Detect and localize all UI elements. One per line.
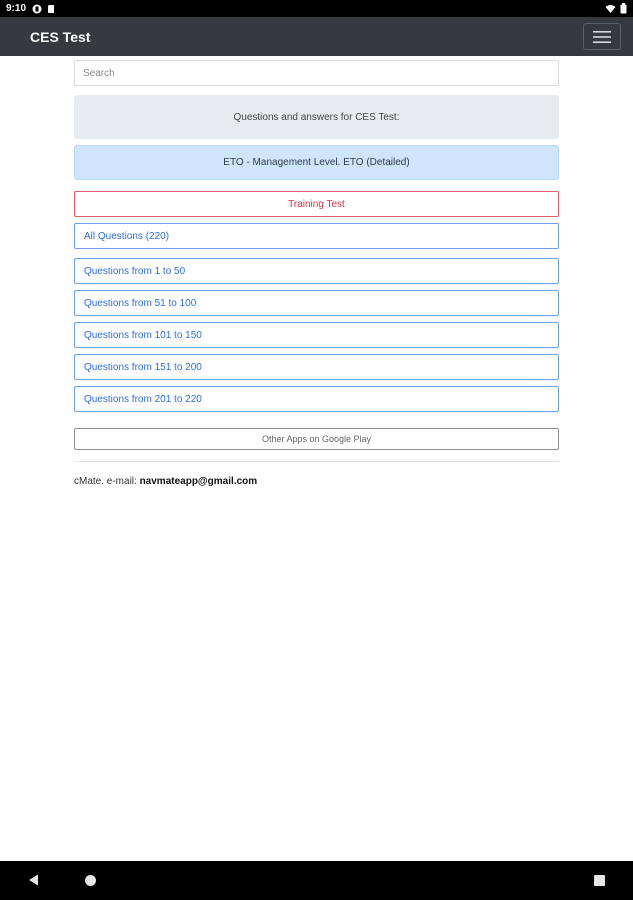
questions-51-100-button[interactable] — [74, 290, 559, 316]
training-test-button[interactable] — [74, 191, 559, 217]
question-range-list — [74, 258, 559, 412]
status-time: 9:10 — [6, 3, 27, 14]
other-apps-label: Other Apps on Google Play — [261, 434, 372, 444]
level-banner — [74, 145, 559, 180]
home-icon[interactable] — [85, 875, 96, 886]
questions-1-50-button[interactable] — [74, 258, 559, 284]
footer-prefix: cMate. e-mail: — [74, 476, 140, 487]
notification-app-icon — [32, 4, 42, 14]
level-banner-text: ETO - Management Level. ETO (Detailed) — [223, 157, 410, 168]
question-range-label: Questions from 201 to 220 — [84, 393, 202, 405]
battery-icon — [620, 3, 627, 14]
contact-email-link[interactable]: navmateapp@gmail.com — [139, 476, 258, 487]
questions-header-text: Questions and answers for CES Test: — [233, 111, 400, 123]
search-input[interactable] — [74, 60, 559, 86]
questions-header — [74, 95, 559, 139]
all-questions-label: All Questions (220) — [84, 230, 170, 242]
questions-101-150-button[interactable] — [74, 322, 559, 348]
questions-201-220-button[interactable] — [74, 386, 559, 412]
hamburger-icon — [593, 30, 611, 44]
menu-button[interactable] — [583, 23, 621, 50]
status-indicators — [605, 3, 627, 14]
main-content — [74, 60, 559, 487]
divider — [74, 461, 559, 462]
other-apps-button[interactable] — [74, 428, 559, 450]
training-test-label: Training Test — [288, 198, 345, 210]
question-range-label: Questions from 1 to 50 — [84, 265, 186, 277]
system-nav-bar — [0, 861, 633, 900]
question-range-label: Questions from 151 to 200 — [84, 361, 202, 373]
footer-contact — [74, 476, 559, 487]
app-title: CES Test — [30, 28, 91, 45]
wifi-icon — [605, 4, 616, 14]
questions-151-200-button[interactable] — [74, 354, 559, 380]
question-range-label: Questions from 101 to 150 — [84, 329, 202, 341]
back-icon[interactable] — [28, 874, 39, 886]
sd-card-icon — [46, 4, 56, 14]
question-range-label: Questions from 51 to 100 — [84, 297, 197, 309]
status-bar — [0, 0, 633, 17]
all-questions-button[interactable] — [74, 223, 559, 249]
app-bar — [0, 17, 633, 56]
recents-icon[interactable] — [594, 875, 605, 886]
